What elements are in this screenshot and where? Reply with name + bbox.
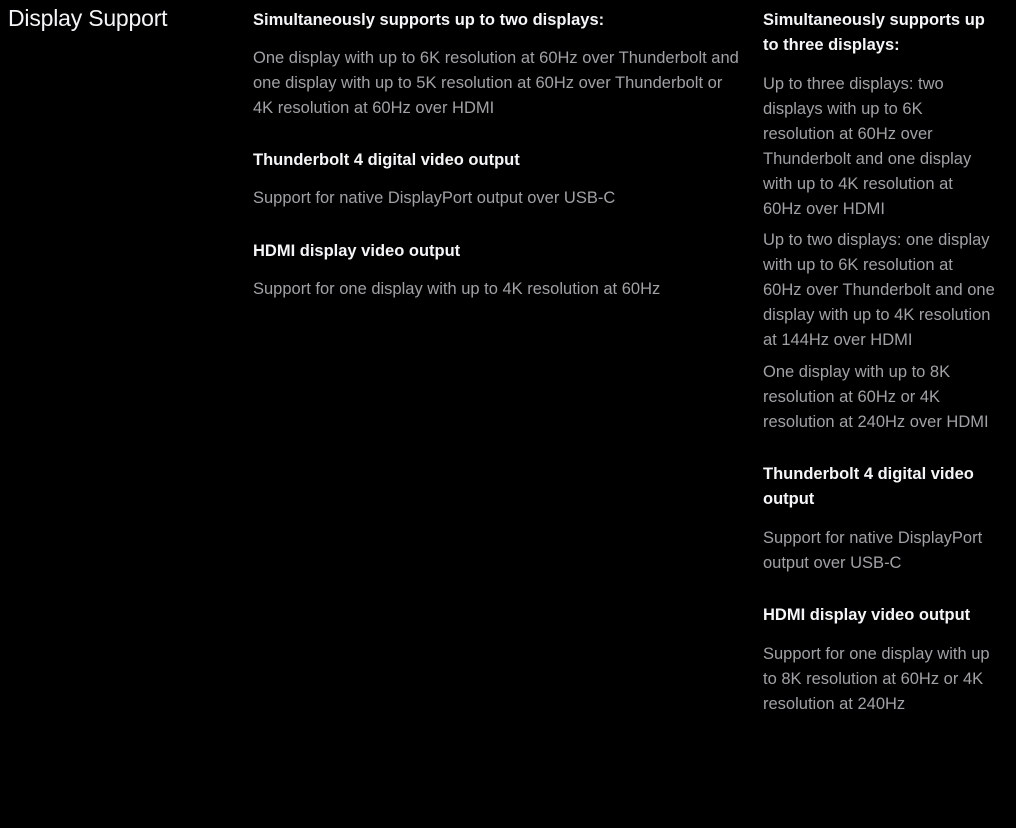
spec-text-one-display-option: One display with up to 8K resolution at 60Hz or 4K resolution at 240Hz over HDMI xyxy=(763,363,989,431)
section-title: Display Support xyxy=(8,5,168,31)
spec-heading-thunderbolt-output: Thunderbolt 4 digital video output xyxy=(253,151,520,169)
spec-text-three-displays-option: Up to three displays: two displays with up to 6K resolution at 60Hz over Thunderbolt and one display with up to 4K resolution at 60Hz over HDMI xyxy=(763,75,972,218)
spec-heading-hdmi-output: HDMI display video output xyxy=(763,606,971,624)
spec-text-two-displays: One display with up to 6K resolution at 60Hz over Thunderbolt and one display with up to 5K resolution at 60Hz over Thunderbolt or 4K resolution at 60Hz over HDMI xyxy=(253,49,739,117)
spec-text-hdmi-output: Support for one display with up to 4K resolution at 60Hz xyxy=(253,280,661,298)
spec-text-hdmi-output: Support for one display with up to 8K resolution at 60Hz or 4K resolution at 240Hz xyxy=(763,645,990,713)
spec-column-three-displays xyxy=(763,8,995,717)
spec-heading-thunderbolt-output: Thunderbolt 4 digital video output xyxy=(763,465,974,508)
spec-heading-two-displays: Simultaneously supports up to two displays: xyxy=(253,11,605,29)
spec-text-two-displays-option: Up to two displays: one display with up to 6K resolution at 60Hz over Thunderbolt and one display with up to 4K resolution at 144Hz over HDMI xyxy=(763,231,995,349)
spec-heading-hdmi-output: HDMI display video output xyxy=(253,242,461,260)
spec-heading-three-displays: Simultaneously supports up to three displays: xyxy=(763,11,985,54)
spec-column-two-displays xyxy=(253,8,743,302)
spec-text-thunderbolt-output: Support for native DisplayPort output over USB-C xyxy=(763,529,983,572)
spec-text-thunderbolt-output: Support for native DisplayPort output over USB-C xyxy=(253,189,616,207)
